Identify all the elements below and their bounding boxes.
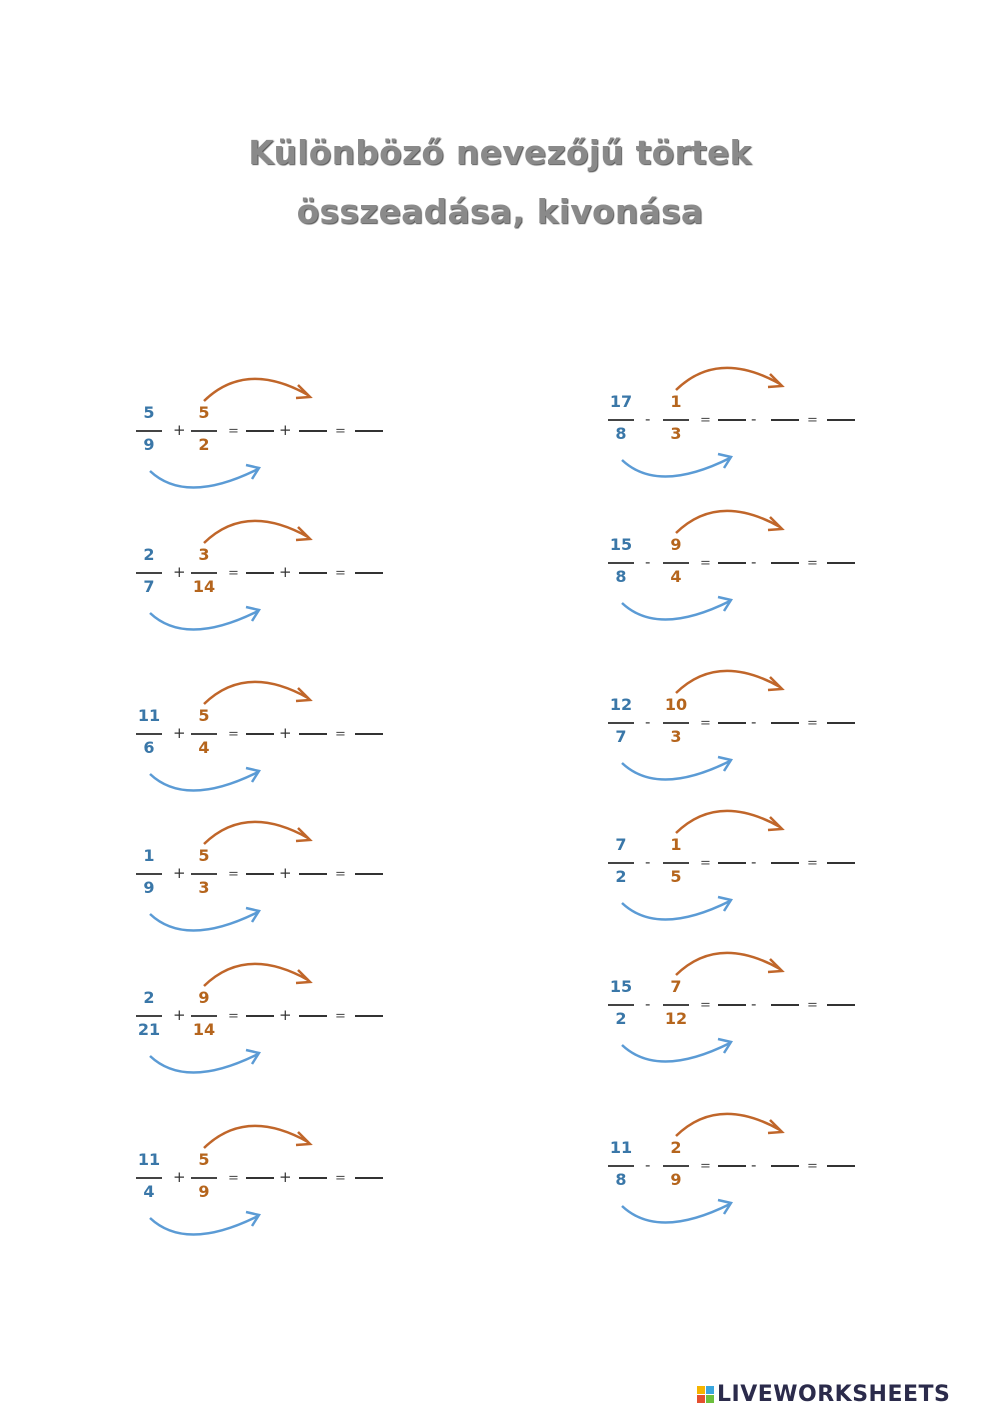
second-denominator: 2 xyxy=(198,435,210,454)
answer-blank-1[interactable] xyxy=(246,430,274,432)
answer-blank-result[interactable] xyxy=(355,572,383,574)
orange-arrowhead-icon xyxy=(296,385,310,398)
blue-arc-arrow-icon xyxy=(622,901,730,920)
second-numerator: 5 xyxy=(198,1150,210,1169)
second-numerator: 5 xyxy=(198,846,210,865)
orange-arc-arrow-icon xyxy=(676,671,780,693)
first-numerator: 5 xyxy=(143,403,155,422)
answer-blank-1[interactable] xyxy=(718,1004,746,1006)
answer-blank-1[interactable] xyxy=(246,733,274,735)
first-fraction-bar xyxy=(136,1177,162,1179)
answer-blank-result[interactable] xyxy=(827,419,855,421)
first-numerator: 1 xyxy=(143,846,155,865)
operator-sign: - xyxy=(751,410,757,428)
first-numerator: 11 xyxy=(137,1150,161,1169)
second-fraction-bar xyxy=(191,733,217,735)
second-fraction-bar xyxy=(191,1177,217,1179)
second-fraction-bar xyxy=(191,572,217,574)
orange-arc-arrow-icon xyxy=(204,521,308,543)
second-fraction-bar xyxy=(663,562,689,564)
equals-sign: = xyxy=(807,716,818,731)
second-denominator: 4 xyxy=(198,738,210,757)
blue-arc-arrow-icon xyxy=(622,601,730,620)
left-problem-3 xyxy=(136,668,416,808)
operator-sign: - xyxy=(645,553,651,571)
answer-blank-2[interactable] xyxy=(299,572,327,574)
right-problem-5 xyxy=(608,939,888,1079)
orange-arc-arrow-icon xyxy=(676,511,780,533)
orange-arrowhead-icon xyxy=(768,374,782,387)
answer-blank-result[interactable] xyxy=(827,1004,855,1006)
equals-sign: = xyxy=(228,867,239,882)
first-fraction-bar xyxy=(136,733,162,735)
equals-sign: = xyxy=(700,413,711,428)
operator-sign: + xyxy=(173,1168,186,1186)
second-numerator: 5 xyxy=(198,403,210,422)
blue-arc-arrow-icon xyxy=(622,1043,730,1062)
left-problem-5 xyxy=(136,950,416,1090)
answer-blank-result[interactable] xyxy=(827,1165,855,1167)
first-fraction-bar xyxy=(608,862,634,864)
answer-blank-2[interactable] xyxy=(771,1004,799,1006)
second-denominator: 12 xyxy=(664,1009,688,1028)
second-numerator: 3 xyxy=(198,545,210,564)
second-numerator: 1 xyxy=(670,835,682,854)
operator-sign: - xyxy=(751,1156,757,1174)
answer-blank-result[interactable] xyxy=(827,862,855,864)
right-problem-6 xyxy=(608,1100,888,1240)
equals-sign: = xyxy=(807,856,818,871)
answer-blank-result[interactable] xyxy=(355,733,383,735)
orange-arc-arrow-icon xyxy=(204,682,308,704)
second-fraction-bar xyxy=(191,1015,217,1017)
first-numerator: 12 xyxy=(609,695,633,714)
answer-blank-1[interactable] xyxy=(246,873,274,875)
answer-blank-1[interactable] xyxy=(718,1165,746,1167)
orange-arrowhead-icon xyxy=(768,517,782,530)
blue-arc-arrow-icon xyxy=(622,458,730,477)
operator-sign: - xyxy=(645,995,651,1013)
answer-blank-2[interactable] xyxy=(299,873,327,875)
second-denominator: 9 xyxy=(198,1182,210,1201)
orange-arrowhead-icon xyxy=(768,817,782,830)
orange-arrowhead-icon xyxy=(296,1132,310,1145)
orange-arc-arrow-icon xyxy=(676,368,780,390)
first-fraction-bar xyxy=(608,1165,634,1167)
first-fraction-bar xyxy=(608,722,634,724)
second-denominator: 14 xyxy=(192,1020,216,1039)
second-denominator: 3 xyxy=(198,878,210,897)
first-denominator: 9 xyxy=(143,435,155,454)
operator-sign: - xyxy=(645,713,651,731)
operator-sign: + xyxy=(173,864,186,882)
second-denominator: 3 xyxy=(670,424,682,443)
blue-arc-arrow-icon xyxy=(150,611,258,630)
first-fraction-bar xyxy=(136,430,162,432)
answer-blank-result[interactable] xyxy=(355,430,383,432)
second-denominator: 3 xyxy=(670,727,682,746)
orange-arrowhead-icon xyxy=(768,677,782,690)
logo-icon xyxy=(697,1386,714,1403)
equals-sign: = xyxy=(700,556,711,571)
equals-sign: = xyxy=(228,1171,239,1186)
second-fraction-bar xyxy=(663,419,689,421)
first-denominator: 8 xyxy=(615,424,627,443)
equals-sign: = xyxy=(807,413,818,428)
right-problem-1 xyxy=(608,354,888,494)
equals-sign: = xyxy=(335,566,346,581)
orange-arc-arrow-icon xyxy=(204,964,308,986)
orange-arrowhead-icon xyxy=(768,959,782,972)
right-problem-3 xyxy=(608,657,888,797)
first-denominator: 8 xyxy=(615,567,627,586)
answer-blank-1[interactable] xyxy=(718,562,746,564)
equals-sign: = xyxy=(335,867,346,882)
operator-sign: - xyxy=(645,1156,651,1174)
operator-sign: - xyxy=(645,853,651,871)
equals-sign: = xyxy=(228,1009,239,1024)
answer-blank-1[interactable] xyxy=(246,572,274,574)
first-numerator: 2 xyxy=(143,988,155,1007)
answer-blank-result[interactable] xyxy=(355,1015,383,1017)
equals-sign: = xyxy=(700,856,711,871)
blue-arc-arrow-icon xyxy=(150,1054,258,1073)
first-denominator: 4 xyxy=(143,1182,155,1201)
first-fraction-bar xyxy=(608,1004,634,1006)
answer-blank-2[interactable] xyxy=(771,1165,799,1167)
orange-arc-arrow-icon xyxy=(204,379,308,401)
answer-blank-2[interactable] xyxy=(299,1015,327,1017)
second-fraction-bar xyxy=(191,430,217,432)
operator-sign: + xyxy=(173,421,186,439)
first-numerator: 7 xyxy=(615,835,627,854)
operator-sign: + xyxy=(173,724,186,742)
orange-arc-arrow-icon xyxy=(204,822,308,844)
first-numerator: 11 xyxy=(137,706,161,725)
second-fraction-bar xyxy=(663,722,689,724)
equals-sign: = xyxy=(807,1159,818,1174)
second-numerator: 5 xyxy=(198,706,210,725)
first-numerator: 17 xyxy=(609,392,633,411)
second-denominator: 9 xyxy=(670,1170,682,1189)
operator-sign: + xyxy=(173,563,186,581)
first-fraction-bar xyxy=(608,562,634,564)
answer-blank-1[interactable] xyxy=(718,419,746,421)
left-problem-6 xyxy=(136,1112,416,1252)
first-fraction-bar xyxy=(136,1015,162,1017)
operator-sign: + xyxy=(279,563,292,581)
first-fraction-bar xyxy=(136,572,162,574)
first-denominator: 2 xyxy=(615,1009,627,1028)
first-denominator: 6 xyxy=(143,738,155,757)
answer-blank-2[interactable] xyxy=(771,419,799,421)
first-fraction-bar xyxy=(136,873,162,875)
equals-sign: = xyxy=(228,424,239,439)
equals-sign: = xyxy=(228,566,239,581)
equals-sign: = xyxy=(335,1171,346,1186)
answer-blank-2[interactable] xyxy=(771,562,799,564)
first-denominator: 21 xyxy=(137,1020,161,1039)
operator-sign: - xyxy=(751,995,757,1013)
left-problem-2 xyxy=(136,507,416,647)
logo-text: LIVEWORKSHEETS xyxy=(717,1381,951,1407)
answer-blank-1[interactable] xyxy=(718,722,746,724)
orange-arc-arrow-icon xyxy=(204,1126,308,1148)
operator-sign: + xyxy=(279,1006,292,1024)
operator-sign: + xyxy=(279,421,292,439)
operator-sign: - xyxy=(645,410,651,428)
first-denominator: 2 xyxy=(615,867,627,886)
answer-blank-result[interactable] xyxy=(355,1177,383,1179)
answer-blank-2[interactable] xyxy=(299,430,327,432)
answer-blank-2[interactable] xyxy=(771,722,799,724)
equals-sign: = xyxy=(700,716,711,731)
orange-arrowhead-icon xyxy=(296,828,310,841)
first-numerator: 15 xyxy=(609,535,633,554)
second-numerator: 7 xyxy=(670,977,682,996)
left-problem-4 xyxy=(136,808,416,948)
operator-sign: + xyxy=(279,1168,292,1186)
second-denominator: 14 xyxy=(192,577,216,596)
equals-sign: = xyxy=(700,998,711,1013)
first-fraction-bar xyxy=(608,419,634,421)
second-denominator: 4 xyxy=(670,567,682,586)
first-denominator: 7 xyxy=(615,727,627,746)
equals-sign: = xyxy=(335,1009,346,1024)
second-numerator: 9 xyxy=(670,535,682,554)
operator-sign: - xyxy=(751,713,757,731)
answer-blank-2[interactable] xyxy=(771,862,799,864)
answer-blank-1[interactable] xyxy=(246,1015,274,1017)
orange-arrowhead-icon xyxy=(768,1120,782,1133)
first-numerator: 2 xyxy=(143,545,155,564)
answer-blank-1[interactable] xyxy=(718,862,746,864)
blue-arc-arrow-icon xyxy=(150,912,258,931)
operator-sign: + xyxy=(279,724,292,742)
second-fraction-bar xyxy=(663,1004,689,1006)
answer-blank-2[interactable] xyxy=(299,733,327,735)
orange-arc-arrow-icon xyxy=(676,1114,780,1136)
equals-sign: = xyxy=(335,424,346,439)
equals-sign: = xyxy=(807,998,818,1013)
equals-sign: = xyxy=(700,1159,711,1174)
blue-arc-arrow-icon xyxy=(150,772,258,791)
equals-sign: = xyxy=(228,727,239,742)
orange-arrowhead-icon xyxy=(296,688,310,701)
answer-blank-2[interactable] xyxy=(299,1177,327,1179)
second-fraction-bar xyxy=(663,1165,689,1167)
worksheet-title-line2: összeadása, kivonása xyxy=(296,192,704,231)
second-fraction-bar xyxy=(663,862,689,864)
answer-blank-result[interactable] xyxy=(827,562,855,564)
right-problem-2 xyxy=(608,497,888,637)
first-denominator: 7 xyxy=(143,577,155,596)
liveworksheets-logo xyxy=(697,1380,950,1408)
left-problem-1 xyxy=(136,365,416,505)
second-numerator: 1 xyxy=(670,392,682,411)
worksheet-title-line1: Különböző nevezőjű törtek xyxy=(248,133,752,172)
orange-arrowhead-icon xyxy=(296,970,310,983)
operator-sign: - xyxy=(751,553,757,571)
orange-arc-arrow-icon xyxy=(676,811,780,833)
answer-blank-1[interactable] xyxy=(246,1177,274,1179)
second-numerator: 2 xyxy=(670,1138,682,1157)
blue-arc-arrow-icon xyxy=(622,1204,730,1223)
equals-sign: = xyxy=(335,727,346,742)
blue-arc-arrow-icon xyxy=(150,1216,258,1235)
second-fraction-bar xyxy=(191,873,217,875)
second-denominator: 5 xyxy=(670,867,682,886)
operator-sign: + xyxy=(279,864,292,882)
right-problem-4 xyxy=(608,797,888,937)
blue-arc-arrow-icon xyxy=(150,469,258,488)
orange-arrowhead-icon xyxy=(296,527,310,540)
first-numerator: 15 xyxy=(609,977,633,996)
first-denominator: 9 xyxy=(143,878,155,897)
answer-blank-result[interactable] xyxy=(355,873,383,875)
blue-arc-arrow-icon xyxy=(622,761,730,780)
operator-sign: + xyxy=(173,1006,186,1024)
first-denominator: 8 xyxy=(615,1170,627,1189)
operator-sign: - xyxy=(751,853,757,871)
second-numerator: 10 xyxy=(664,695,688,714)
orange-arc-arrow-icon xyxy=(676,953,780,975)
answer-blank-result[interactable] xyxy=(827,722,855,724)
equals-sign: = xyxy=(807,556,818,571)
second-numerator: 9 xyxy=(198,988,210,1007)
first-numerator: 11 xyxy=(609,1138,633,1157)
